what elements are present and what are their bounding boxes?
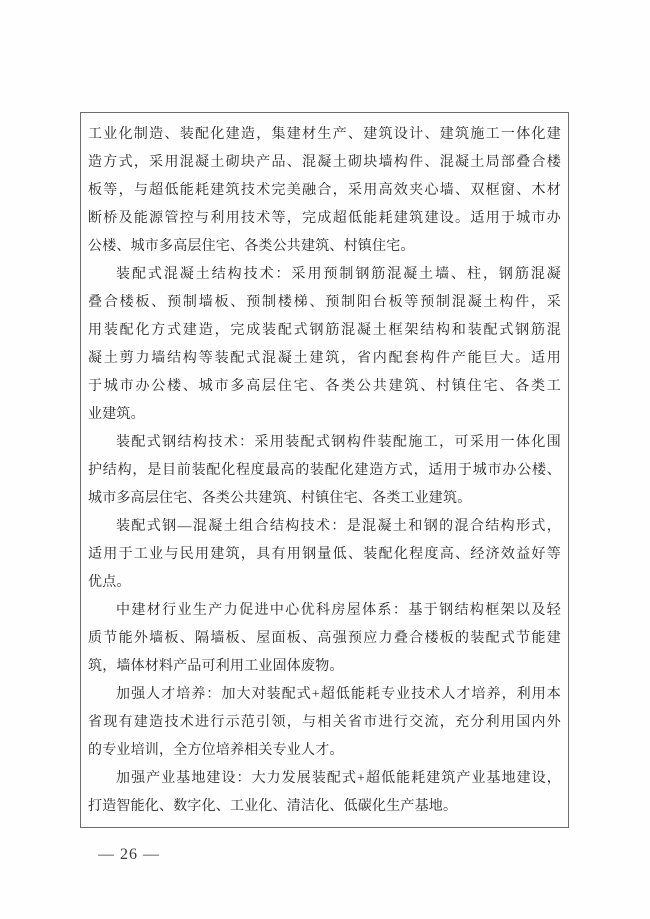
text-line: 工业化制造、装配化建造，集建材生产、建筑设计、建筑施工一体化建 bbox=[88, 127, 561, 142]
bordered-text-box bbox=[80, 112, 569, 828]
paragraph bbox=[88, 513, 561, 597]
paragraphs-container bbox=[88, 121, 561, 821]
text-line: 优点。 bbox=[88, 575, 131, 590]
text-line: 业建筑。 bbox=[88, 407, 145, 422]
text-line: 装配式钢结构技术：采用装配式钢构件装配施工，可采用一体化围 bbox=[116, 435, 561, 450]
text-line: 中建材行业生产力促进中心优科房屋体系：基于钢结构框架以及轻 bbox=[116, 603, 561, 618]
paragraph bbox=[88, 681, 561, 765]
text-line: 加强产业基地建设：大力发展装配式+超低能耗建筑产业基地建设， bbox=[116, 771, 561, 786]
text-line: 叠合楼板、预制墙板、预制楼梯、预制阳台板等预制混凝土构件，采 bbox=[88, 295, 561, 310]
text-line: 断桥及能源管控与利用技术等，完成超低能耗建筑建设。适用于城市办 bbox=[88, 211, 561, 226]
paragraph bbox=[88, 261, 561, 429]
text-line: 护结构，是目前装配化程度最高的装配化建造方式，适用于城市办公楼、 bbox=[88, 463, 561, 478]
text-line: 装配式混凝土结构技术：采用预制钢筋混凝土墙、柱，钢筋混凝 bbox=[116, 267, 561, 282]
text-line: 打造智能化、数字化、工业化、清洁化、低碳化生产基地。 bbox=[88, 799, 458, 814]
text-line: 用装配化方式建造，完成装配式钢筋混凝土框架结构和装配式钢筋混 bbox=[88, 323, 561, 338]
text-line: 筑，墙体材料产品可利用工业固体废物。 bbox=[88, 659, 344, 674]
paragraph bbox=[88, 597, 561, 681]
page-number: — 26 — bbox=[98, 846, 160, 863]
text-line: 省现有建造技术进行示范引领，与相关省市进行交流，充分利用国内外 bbox=[88, 715, 561, 730]
text-line: 的专业培训，全方位培养相关专业人才。 bbox=[88, 743, 344, 758]
text-line: 加强人才培养：加大对装配式+超低能耗专业技术人才培养，利用本 bbox=[116, 687, 561, 702]
text-line: 公楼、城市多高层住宅、各类公共建筑、村镇住宅。 bbox=[88, 239, 415, 254]
text-line: 板等，与超低能耗建筑技术完美融合，采用高效夹心墙、双框窗、木材 bbox=[88, 183, 561, 198]
paragraph bbox=[88, 121, 561, 261]
text-line: 装配式钢—混凝土组合结构技术：是混凝土和钢的混合结构形式， bbox=[116, 519, 561, 534]
text-line: 于城市办公楼、城市多高层住宅、各类公共建筑、村镇住宅、各类工 bbox=[88, 379, 561, 394]
text-line: 凝土剪力墙结构等装配式混凝土建筑，省内配套构件产能巨大。适用 bbox=[88, 351, 561, 366]
paragraph bbox=[88, 765, 561, 821]
text-line: 造方式，采用混凝土砌块产品、混凝土砌块墙构件、混凝土局部叠合楼 bbox=[88, 155, 561, 170]
text-line: 质节能外墙板、隔墙板、屋面板、高强预应力叠合楼板的装配式节能建 bbox=[88, 631, 561, 646]
text-line: 适用于工业与民用建筑，具有用钢量低、装配化程度高、经济效益好等 bbox=[88, 547, 561, 562]
text-line: 城市多高层住宅、各类公共建筑、村镇住宅、各类工业建筑。 bbox=[88, 491, 472, 506]
paragraph bbox=[88, 429, 561, 513]
